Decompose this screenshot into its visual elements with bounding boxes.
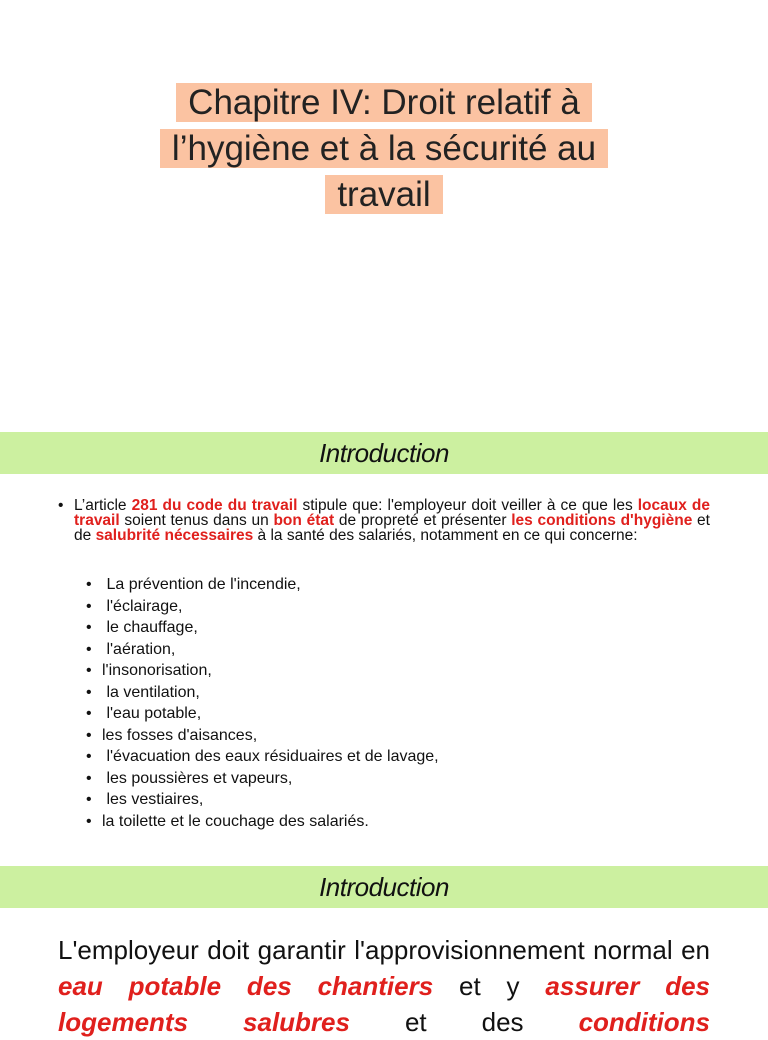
bullet-icon: • <box>86 662 92 679</box>
list-item: • l'aération, <box>86 639 439 661</box>
paragraph-body <box>74 498 710 543</box>
list-item: • le chauffage, <box>86 617 439 639</box>
text-part: L’article <box>74 497 132 514</box>
title-line-2: l’hygiène et à la sécurité au <box>160 129 608 168</box>
highlight-eau-potable: eau potable des chantiers <box>58 971 434 1001</box>
highlight-locaux: locaux de travail <box>74 497 710 529</box>
text-part: soient tenus dans un <box>119 512 274 529</box>
article-paragraph <box>58 498 710 543</box>
list-item: • les vestiaires, <box>86 789 439 811</box>
bullet-icon: • <box>86 726 92 744</box>
intro-heading: Introduction <box>0 866 768 908</box>
title-line-3: travail <box>325 175 442 214</box>
text-part: stipule que: l'employeur doit veiller à ce que les <box>297 497 638 514</box>
bullet-icon: • <box>86 791 92 808</box>
list-item: • la toilette et le couchage des salariés. <box>86 811 439 833</box>
intro-slide-1 <box>0 432 768 866</box>
bullet-icon: • <box>86 640 92 658</box>
bullet-icon: • <box>86 812 92 830</box>
text-part: à la santé des salariés, notamment en ce qui concerne: <box>253 527 638 544</box>
bullet-icon: • <box>86 705 92 722</box>
text-part: et des <box>349 1007 579 1037</box>
list-item: • l'eau potable, <box>86 703 439 725</box>
list-item: • les poussières et vapeurs, <box>86 768 439 790</box>
highlight-hygiene: les conditions d'hygiène <box>511 512 693 529</box>
list-item: • l'insonorisation, <box>86 660 439 682</box>
concerns-list <box>86 574 439 832</box>
highlight-salubrite: salubrité nécessaires <box>95 527 254 544</box>
list-item: • l'évacuation des eaux résiduaires et de lavage, <box>86 746 439 768</box>
bullet-icon: • <box>86 576 92 593</box>
title-slide <box>0 0 768 432</box>
bullet-icon: • <box>86 619 92 636</box>
highlight-bon-etat: bon état <box>273 512 335 529</box>
intro-slide-2 <box>0 866 768 1037</box>
text-part: et y <box>433 971 546 1001</box>
highlight-conditions: conditions <box>578 1007 710 1037</box>
text-part: et de <box>74 512 710 544</box>
list-item: • les fosses d'aisances, <box>86 725 439 747</box>
intro-heading: Introduction <box>0 432 768 474</box>
text-part: L'employeur doit garantir l'approvisionnement normal en <box>58 935 710 965</box>
list-item: • la ventilation, <box>86 682 439 704</box>
highlight-article: 281 du code du travail <box>131 497 298 514</box>
title-line-1: Chapitre IV: Droit relatif à <box>176 83 592 122</box>
bullet-icon: • <box>86 769 92 787</box>
highlight-logements: assurer des logements salubres <box>58 971 711 1037</box>
bullet-icon: • <box>86 748 92 765</box>
slide-title <box>0 80 768 218</box>
text-part: de propreté et présenter <box>334 512 512 529</box>
bullet-icon: • <box>86 683 92 701</box>
bullet-icon: • <box>58 497 64 514</box>
list-item: • l'éclairage, <box>86 596 439 618</box>
bullet-icon: • <box>86 597 92 615</box>
list-item: • La prévention de l'incendie, <box>86 574 439 596</box>
